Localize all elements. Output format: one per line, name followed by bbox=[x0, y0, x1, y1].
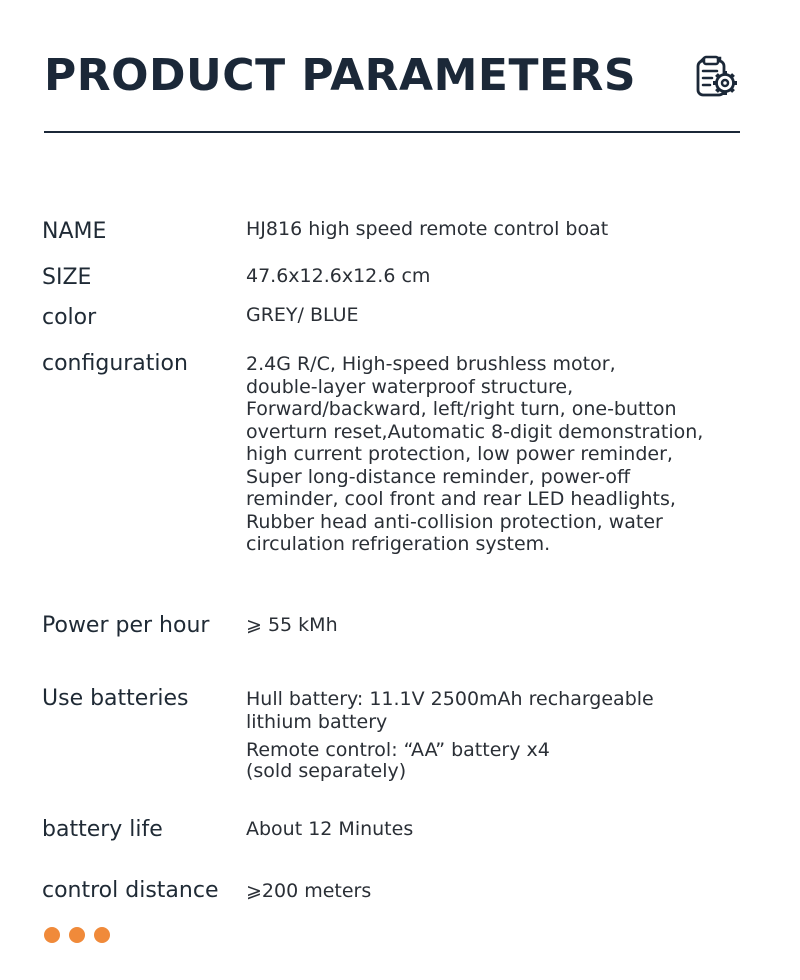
battery-life-label: battery life bbox=[42, 817, 163, 842]
hull-battery-line: lithium battery bbox=[246, 710, 388, 733]
remote-battery-line: (sold separately) bbox=[246, 760, 407, 782]
dot-icon bbox=[44, 927, 60, 943]
title-divider bbox=[44, 131, 740, 133]
page-title: PRODUCT PARAMETERS bbox=[44, 50, 637, 101]
color-label: color bbox=[42, 305, 97, 330]
configuration-line: Forward/backward, left/right turn, one-button bbox=[246, 398, 677, 420]
remote-battery-value bbox=[246, 740, 550, 782]
control-distance-value: ⩾200 meters bbox=[246, 880, 372, 902]
configuration-line: circulation refrigeration system. bbox=[246, 533, 551, 555]
configuration-line: Rubber head anti-collision protection, water bbox=[246, 510, 663, 533]
configuration-line: Super long-distance reminder, power-off bbox=[246, 465, 631, 488]
remote-battery-line: Remote control: “AA” battery x4 bbox=[246, 739, 550, 761]
hull-battery-value bbox=[246, 688, 654, 733]
control-distance-label: control distance bbox=[42, 878, 219, 903]
configuration-line: high current protection, low power reminder, bbox=[246, 443, 673, 465]
configuration-label: configuration bbox=[42, 351, 188, 376]
dot-icon bbox=[69, 927, 85, 943]
name-value: HJ816 high speed remote control boat bbox=[246, 218, 609, 240]
configuration-line: overturn reset,Automatic 8-digit demonstration, bbox=[246, 420, 704, 443]
power-label: Power per hour bbox=[42, 613, 210, 638]
configuration-line: 2.4G R/C, High-speed brushless motor, bbox=[246, 353, 616, 375]
battery-life-value: About 12 Minutes bbox=[246, 818, 414, 840]
size-value: 47.6x12.6x12.6 cm bbox=[246, 265, 431, 287]
name-label: NAME bbox=[42, 219, 107, 244]
size-label: SIZE bbox=[42, 265, 92, 290]
batteries-label: Use batteries bbox=[42, 686, 189, 711]
configuration-line: reminder, cool front and rear LED headlights, bbox=[246, 488, 676, 510]
power-value: ⩾ 55 kMh bbox=[246, 614, 338, 636]
configuration-value bbox=[246, 353, 703, 556]
document-settings-icon bbox=[690, 52, 742, 104]
color-value: GREY/ BLUE bbox=[246, 304, 359, 326]
decorative-dots bbox=[44, 927, 110, 943]
hull-battery-line: Hull battery: 11.1V 2500mAh rechargeable bbox=[246, 688, 654, 710]
configuration-line: double-layer waterproof structure, bbox=[246, 375, 574, 398]
dot-icon bbox=[94, 927, 110, 943]
